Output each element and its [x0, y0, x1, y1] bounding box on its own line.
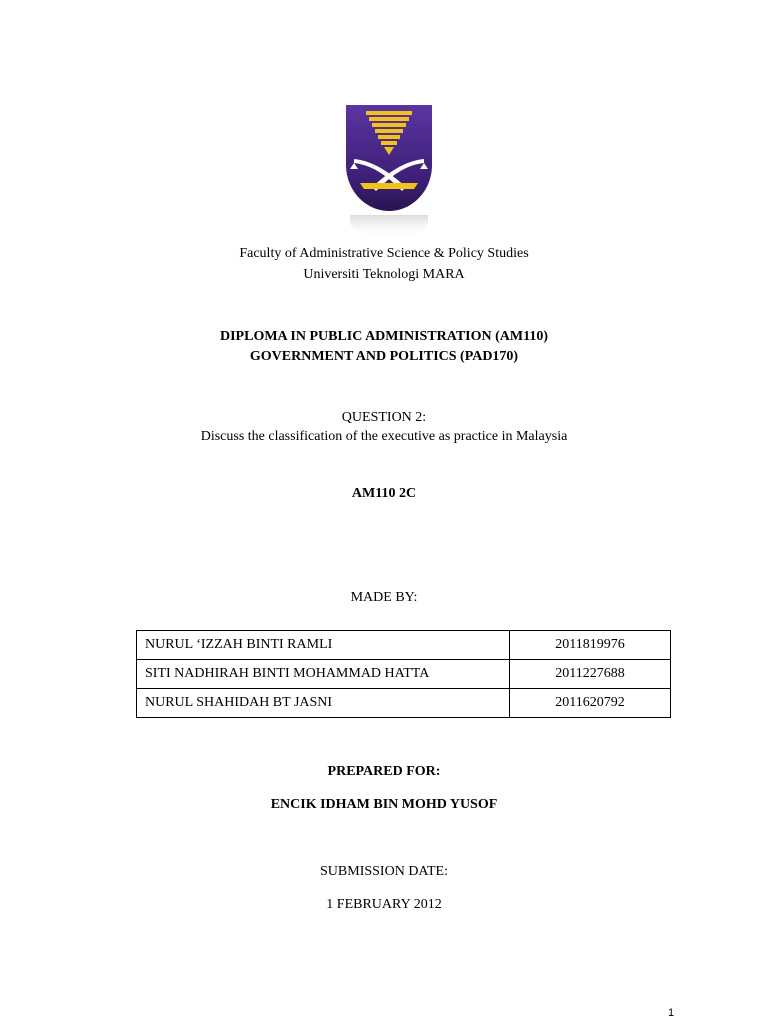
table-row: [137, 689, 671, 718]
members-table: [136, 630, 671, 718]
member-name: SITI NADHIRAH BINTI MOHAMMAD HATTA: [137, 660, 510, 689]
page-number: 1: [668, 1007, 675, 1019]
member-name: NURUL ‘IZZAH BINTI RAMLI: [137, 631, 510, 660]
submission-label: SUBMISSION DATE:: [320, 864, 448, 879]
table-row: [137, 631, 671, 660]
programme-title: DIPLOMA IN PUBLIC ADMINISTRATION (AM110): [220, 329, 548, 344]
university-name: Universiti Teknologi MARA: [303, 267, 465, 282]
group-code: AM110 2C: [351, 486, 417, 501]
uitm-crest-icon: [344, 103, 434, 243]
member-name: NURUL SHAHIDAH BT JASNI: [137, 689, 510, 718]
subject-title: GOVERNMENT AND POLITICS (PAD170): [249, 349, 519, 364]
member-id: 2011819976: [510, 631, 671, 660]
table-row: [137, 660, 671, 689]
question-text: Discuss the classification of the executive as practice in Malaysia: [200, 429, 568, 444]
member-id: 2011227688: [510, 660, 671, 689]
submission-date: 1 FEBRUARY 2012: [326, 897, 442, 912]
faculty-name: Faculty of Administrative Science & Policy Studies: [239, 246, 529, 261]
prepared-for-label: PREPARED FOR:: [327, 764, 441, 779]
made-by-label: MADE BY:: [350, 590, 418, 605]
lecturer-name: ENCIK IDHAM BIN MOHD YUSOF: [270, 797, 498, 812]
member-id: 2011620792: [510, 689, 671, 718]
question-label: QUESTION 2:: [341, 410, 427, 425]
